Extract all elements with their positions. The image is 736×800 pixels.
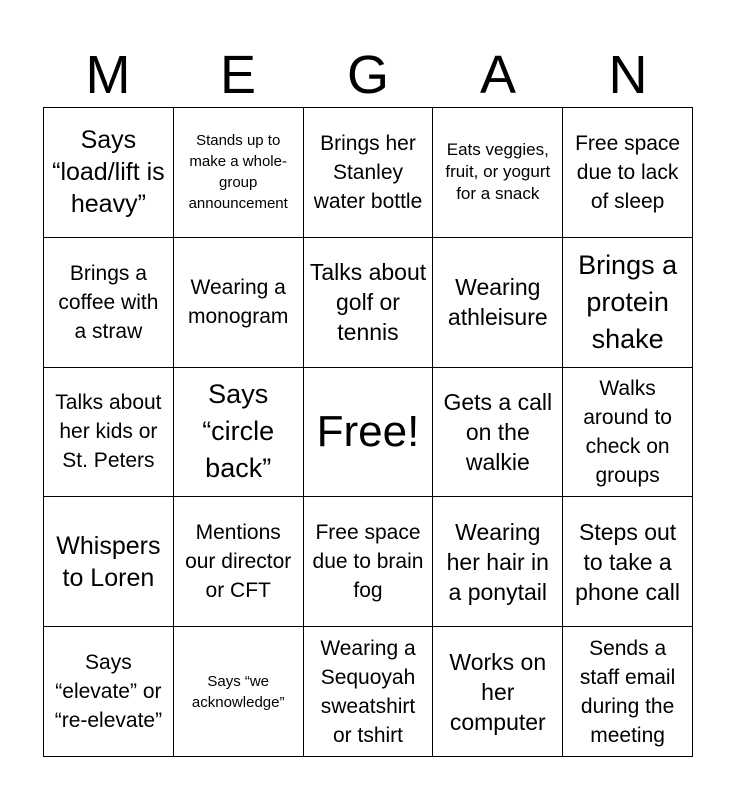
cell-text: Whispers to Loren: [56, 531, 161, 592]
bingo-cell[interactable]: [433, 627, 563, 757]
bingo-cell[interactable]: [433, 368, 563, 498]
bingo-cell[interactable]: [433, 238, 563, 368]
bingo-cell[interactable]: [304, 108, 434, 238]
cell-text: Wearing athleisure: [447, 274, 548, 331]
bingo-cell[interactable]: [44, 368, 174, 498]
cell-text: Says “we acknowledge”: [191, 672, 285, 711]
cell-text: Says “elevate” or “re-elevate”: [54, 651, 163, 733]
cell-text: Free space due to lack of sleep: [575, 131, 681, 213]
bingo-cell[interactable]: [563, 497, 693, 627]
bingo-cell[interactable]: [304, 497, 434, 627]
bingo-cell[interactable]: [304, 627, 434, 757]
bingo-cell[interactable]: [174, 497, 304, 627]
cell-text: Talks about her kids or St. Peters: [55, 391, 162, 473]
cell-text: Says “circle back”: [202, 379, 275, 484]
cell-text: Free space due to brain fog: [312, 521, 424, 603]
cell-text: Walks around to check on groups: [583, 376, 672, 487]
bingo-cell[interactable]: [563, 238, 693, 368]
header-letter-m: M: [85, 45, 131, 105]
cell-text: Sends a staff email during the meeting: [579, 636, 676, 747]
cell-text: Steps out to take a phone call: [575, 518, 681, 605]
cell-text: Stands up to make a whole-group announcement: [188, 132, 288, 213]
header-letter-e: E: [219, 45, 257, 105]
bingo-cell[interactable]: [174, 238, 304, 368]
header-letter-g: G: [346, 45, 389, 105]
cell-text: Wearing a Sequoyah sweatshirt or tshirt: [320, 636, 416, 747]
bingo-cell[interactable]: [563, 627, 693, 757]
cell-text: Brings a protein shake: [578, 249, 678, 354]
bingo-cell[interactable]: [174, 368, 304, 498]
bingo-cell[interactable]: [563, 368, 693, 498]
bingo-cell[interactable]: [44, 108, 174, 238]
cell-text: Mentions our director or CFT: [185, 521, 292, 603]
cell-text: Brings a coffee with a straw: [58, 261, 159, 343]
bingo-cell[interactable]: [433, 108, 563, 238]
bingo-cell[interactable]: [433, 497, 563, 627]
free-space-text: Free!: [316, 406, 420, 456]
cell-text: Gets a call on the walkie: [443, 388, 553, 475]
cell-text: Works on her computer: [449, 648, 547, 735]
bingo-cell[interactable]: [44, 627, 174, 757]
cell-text: Wearing her hair in a ponytail: [446, 518, 549, 605]
bingo-cell[interactable]: [304, 238, 434, 368]
header-letter-a: A: [479, 45, 517, 105]
cell-text: Wearing a monogram: [188, 276, 289, 329]
bingo-header: [43, 42, 693, 108]
cell-text: Talks about golf or tennis: [309, 259, 427, 346]
bingo-board: [43, 107, 693, 757]
bingo-cell[interactable]: [44, 497, 174, 627]
bingo-cell[interactable]: [44, 238, 174, 368]
cell-text: Says “load/lift is heavy”: [52, 126, 165, 219]
cell-text: Eats veggies, fruit, or yogurt for a snack: [445, 140, 551, 204]
bingo-cell[interactable]: [563, 108, 693, 238]
bingo-cell[interactable]: [174, 108, 304, 238]
header-letter-n: N: [608, 45, 648, 105]
bingo-cell[interactable]: [174, 627, 304, 757]
cell-text: Brings her Stanley water bottle: [313, 131, 423, 213]
free-space-cell[interactable]: [304, 368, 434, 498]
